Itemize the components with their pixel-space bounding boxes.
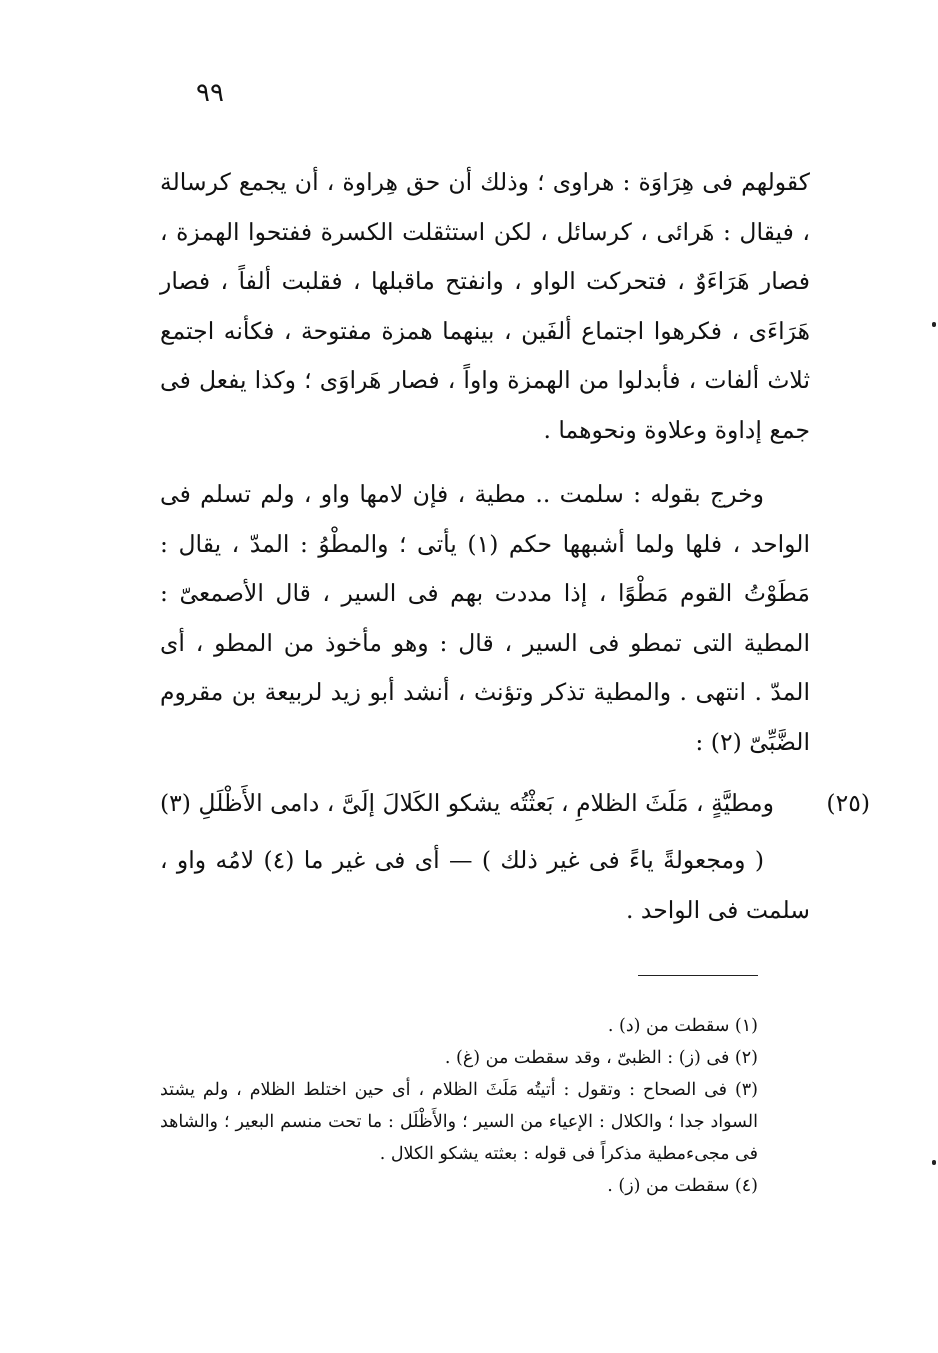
page-number: ٩٩ (196, 78, 224, 108)
footnote-4: (٤) سقطت من (ز) . (607, 1176, 758, 1196)
footnote-divider (638, 975, 758, 976)
footnotes (160, 1010, 758, 1202)
paragraph-matiyya: وخرج بقوله : سلمت .. مطية ، فإن لامها واو ، ولم تسلم فى الواحد ، فلها ولما أشبهها حكم (١) يأتى ؛ والمطْوُ : المدّ ، يقال : مَطَوْتُ القوم مَطْوًا ، إذا مددت بهم فى السير ، قال الأصمعىّ : المطية التى تمطو فى السير ، قال : وهو مأخوذ من المطو ، أى المدّ . انتهى . والمطية تذكر وتؤنث ، أنشد أبو زيد لربيعة بن مقروم الضَّبِّىّ (٢) : (160, 480, 810, 756)
poetry-verse (160, 778, 870, 828)
margin-mark (932, 1160, 936, 1165)
main-text-block-2 (160, 470, 810, 767)
paragraph-after-verse: ( ومجعولةً ياءً فى غير ذلك ) — أى فى غير ما (٤) لامُه واو ، سلمت فى الواحد . (160, 846, 810, 924)
footnote-3: (٣) فى الصحاح : وتقول : أتيتُه مَلَثَ الظلام ، أى حين اختلط الظلام ، ولم يشتد السواد جدا ؛ والكلال : الإعياء من السير ؛ والأَظْلَل : ما تحت منسم البعير ؛ والشاهد فى مجىءمطية مذكراً فى قوله : بعثته يشكو الكلال . (160, 1080, 758, 1164)
verse-second-hemistich: يشكو الكَلالَ إلَىَّ ، دامى الأَظْلَلِ (٣) (160, 789, 501, 817)
main-text-block-1 (160, 158, 810, 455)
footnote-1: (١) سقطت من (د) . (607, 1016, 758, 1036)
verse-first-hemistich: ومطيَّةٍ ، مَلَثَ الظلامِ ، بَعثْتُه (508, 789, 774, 817)
paragraph-hirawa: كقولهم فى هِرَاوَة : هراوى ؛ وذلك أن حق هِراوة ، أن يجمع كرسالة ، فيقال : هَرائى ، كرسائل ، لكن استثقلت الكسرة ففتحوا الهمزة ، فصار هَرَاءَوٌ ، فتحركت الواو ، وانفتح ماقبلها ، فقلبت ألفاً ، فصار هَرَاءَى ، فكرهوا اجتماع ألفَين ، بينهما همزة مفتوحة ، فكأنه اجتمع ثلاث ألفات ، فأبدلوا من الهمزة واواً ، فصار هَراوَى ؛ وكذا يفعل فى جمع إداوة وعلاوة ونحوهما . (160, 168, 810, 444)
verse-number: (٢٥) (826, 789, 870, 817)
footnote-2: (٢) فى (ز) : الظبىّ ، وقد سقطت من (غ) . (444, 1048, 758, 1068)
margin-mark (932, 322, 936, 327)
main-text-block-3 (160, 836, 810, 935)
